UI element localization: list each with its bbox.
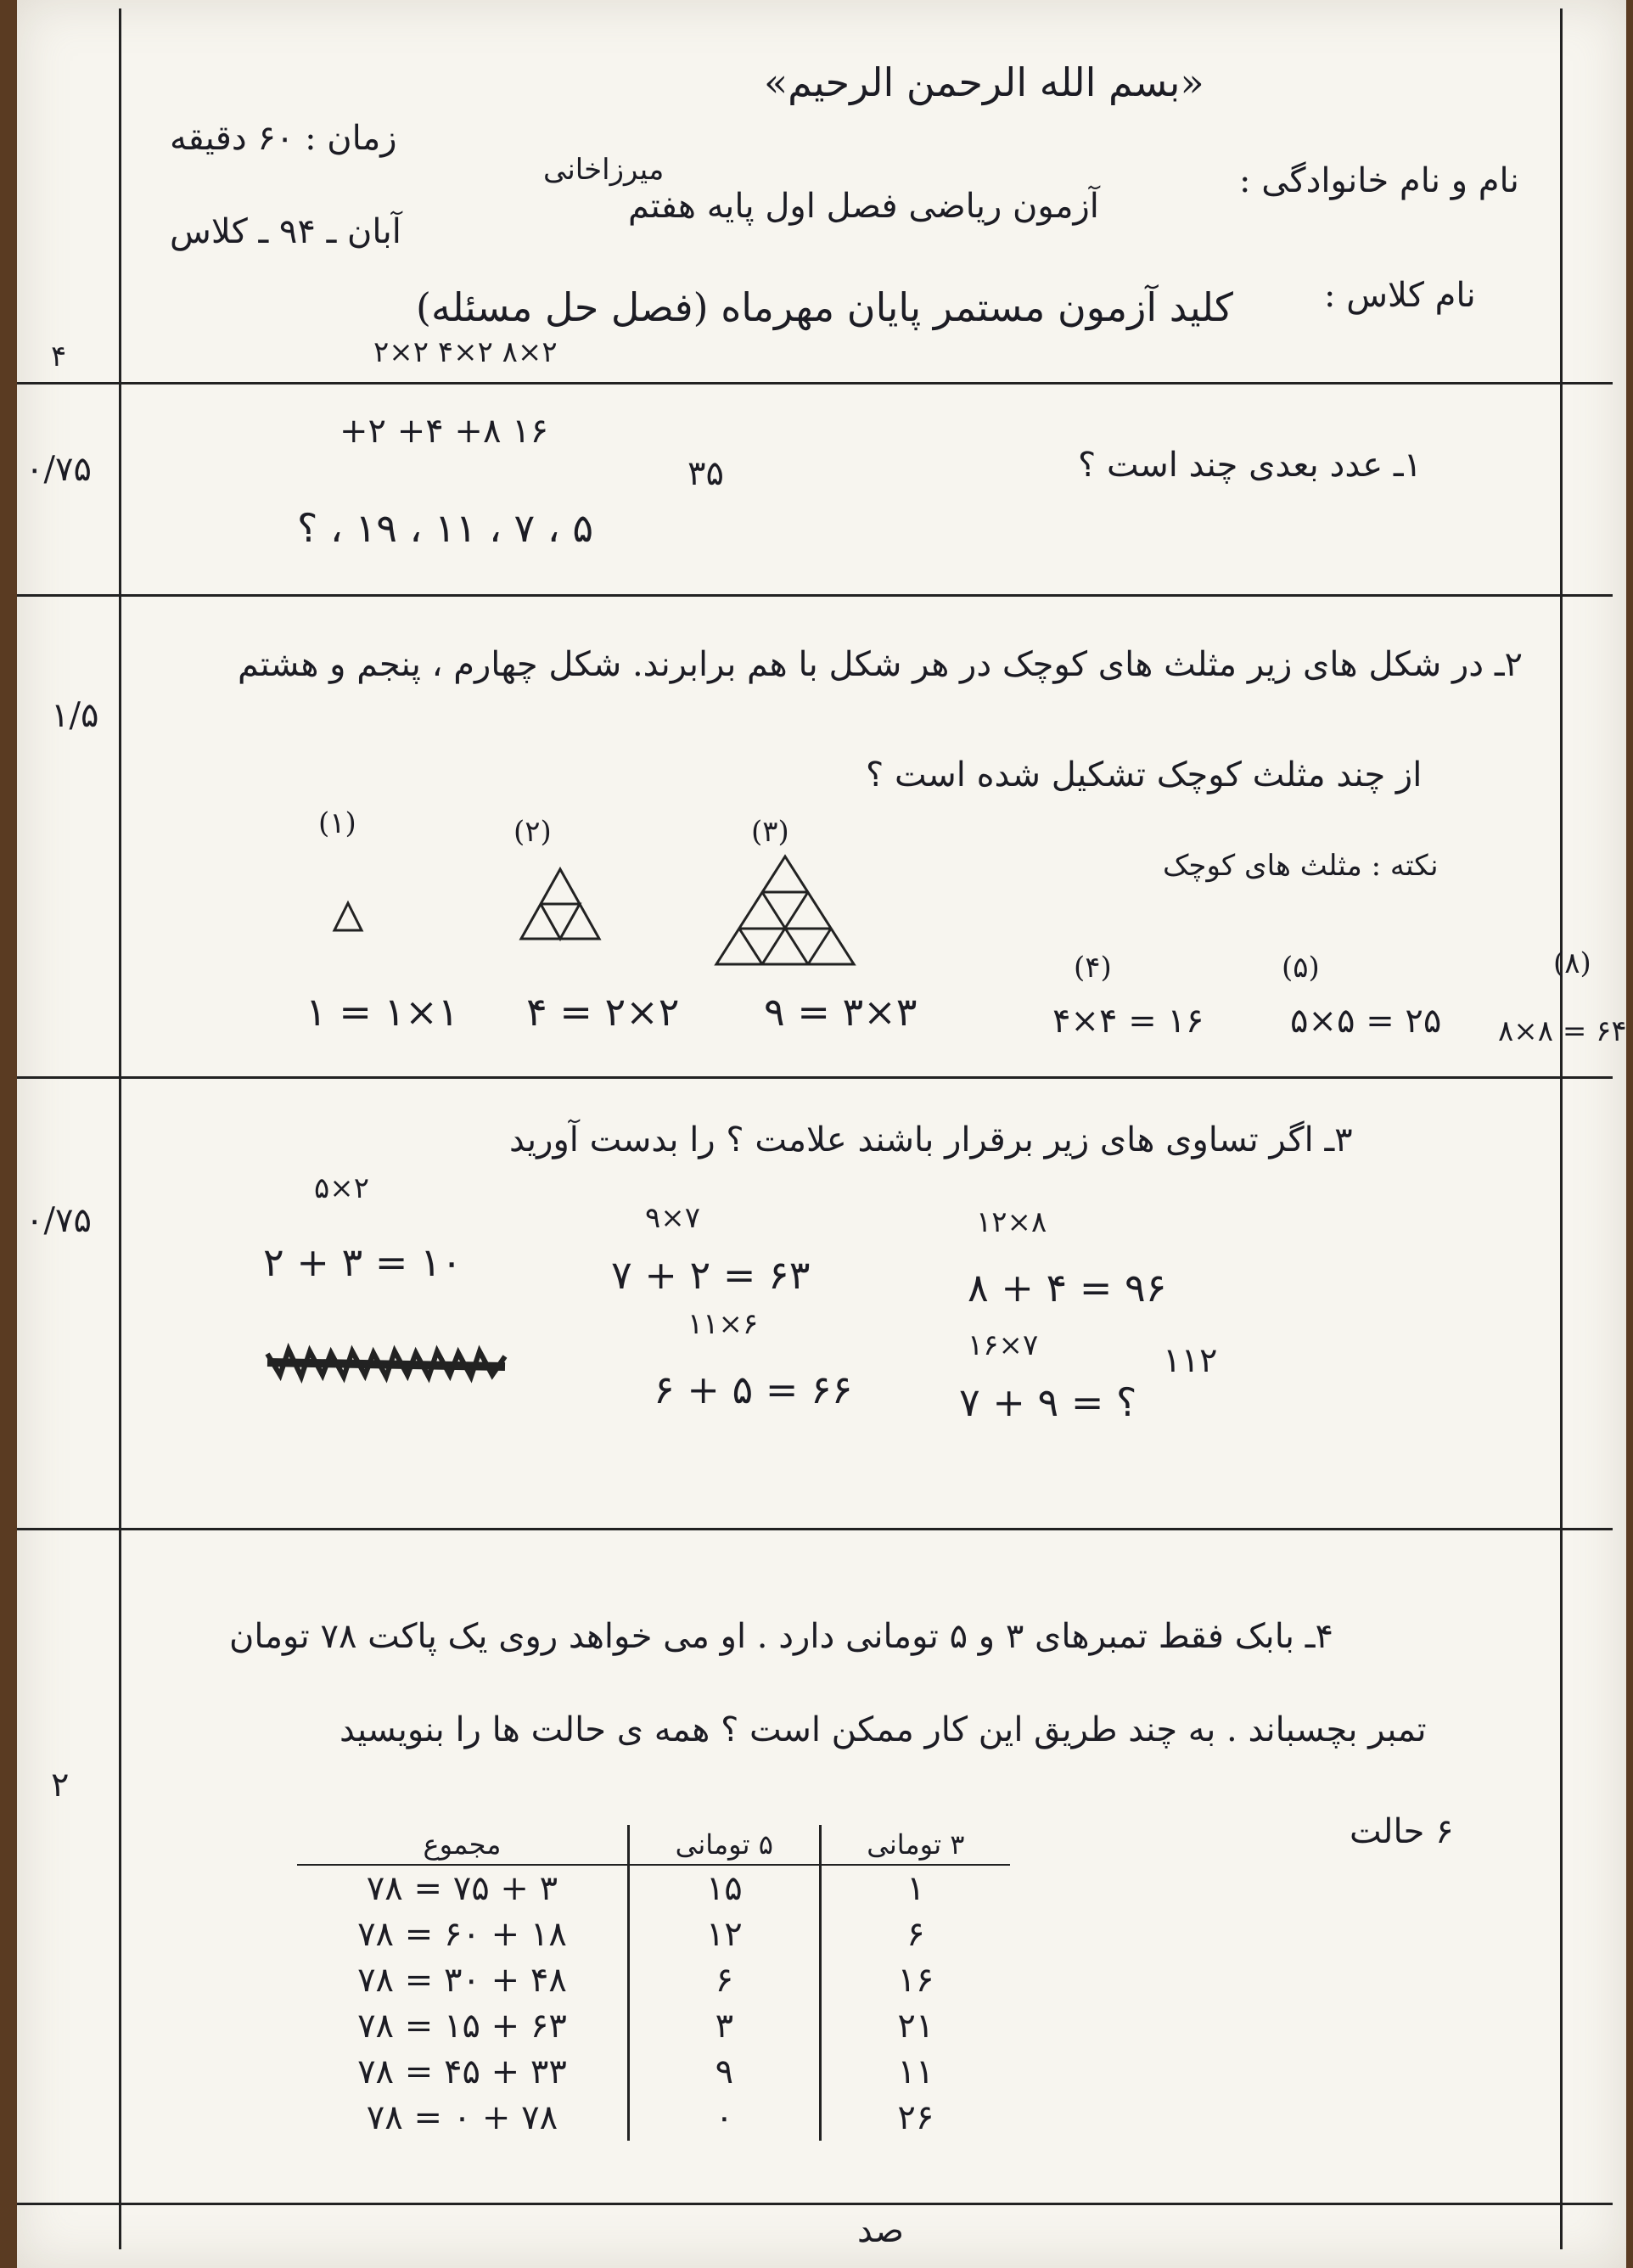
- q4-line1: ۴ـ بابک فقط تمبرهای ۳ و ۵ تومانی دارد . او می خواهد روی یک پاکت ۷۸ تومان: [229, 1617, 1333, 1656]
- table-row: [297, 2049, 1010, 2095]
- cell: ۱۵: [628, 1865, 820, 1912]
- q1-answer: ۳۵: [687, 454, 724, 493]
- col-header-5-toman: ۵ تومانی: [628, 1825, 820, 1865]
- shape-label-2: (۲): [513, 815, 552, 849]
- q4-line2: تمبر بچسباند . به چند طریق این کار ممکن است ؟ همه ی حالت ها را بنویسید: [340, 1710, 1427, 1749]
- exam-paper: [17, 0, 1626, 2268]
- bottom-divider: [17, 2203, 1613, 2205]
- q3-divider: [17, 1528, 1613, 1530]
- answer-key-title: کلید آزمون مستمر پایان مهرماه (فصل حل مسئله): [416, 284, 1233, 330]
- formula-1: ۱ = ۱×۱: [306, 989, 459, 1035]
- cell: ۶: [820, 1912, 1010, 1957]
- q3-expr-1: ۲ + ۳ = ۱۰: [263, 1239, 463, 1285]
- shape-label-5: (۵): [1282, 951, 1320, 985]
- col-header-3-toman: ۳ تومانی: [820, 1825, 1010, 1865]
- cell: ۷۸ + ۰ = ۷۸: [366, 2098, 558, 2137]
- q2-line2: از چند مثلث کوچک تشکیل شده است ؟: [866, 755, 1423, 794]
- table-row: [297, 1957, 1010, 2003]
- left-margin-line: [119, 8, 121, 2249]
- q3-question: ۳ـ اگر تساوی های زیر برقرار باشند علامت ؟ را بدست آورید: [509, 1120, 1353, 1159]
- table-row: [297, 2095, 1010, 2141]
- cell: ۳: [628, 2003, 820, 2049]
- cell: ۱: [820, 1865, 1010, 1912]
- q1-mults: ۲×۲ ۴×۲ ۸×۲: [373, 335, 558, 369]
- table-row: [297, 1912, 1010, 1957]
- formula-5: ۵×۵ = ۲۵: [1290, 1002, 1442, 1041]
- formula-2: ۴ = ۲×۲: [526, 989, 680, 1035]
- q2-note: نکته : مثلث های کوچک: [1163, 849, 1439, 883]
- q1-score: ۰/۷۵: [25, 450, 92, 489]
- cell: ۴۸ + ۳۰ = ۷۸: [357, 1961, 567, 2000]
- exam-date: آبان ـ ۹۴ ـ کلاس: [170, 212, 401, 251]
- right-margin-line: [1560, 8, 1563, 2249]
- class-label: نام کلاس :: [1324, 276, 1476, 315]
- q1-sequence: ۵ ، ۷ ، ۱۱ ، ۱۹ ، ؟: [297, 505, 594, 551]
- q3-note-3: ۱۲×۸: [976, 1205, 1047, 1239]
- table-header-row: [297, 1825, 1010, 1865]
- triangle-figure-1: [331, 900, 365, 934]
- q2-line1: ۲ـ در شکل های زیر مثلث های کوچک در هر شکل با هم برابرند. شکل چهارم ، پنجم و هشتم: [238, 645, 1524, 684]
- q2-score: ۱/۵: [51, 696, 99, 735]
- q1-diffs: +۲ +۴ +۸ ۱۶: [340, 412, 549, 451]
- cell: ۱۸ + ۶۰ = ۷۸: [357, 1915, 567, 1954]
- q3-expr-4: ۶ + ۵ = ۶۶: [654, 1367, 853, 1412]
- scribble-mark: [263, 1341, 509, 1384]
- table-row: [297, 1865, 1010, 1912]
- cell: ۳۳ + ۴۵ = ۷۸: [357, 2052, 567, 2091]
- q4-score: ۲: [51, 1766, 70, 1805]
- q3-note-5: ۱۶×۷: [968, 1328, 1039, 1362]
- q1-question: ۱ـ عدد بعدی چند است ؟: [1078, 446, 1423, 485]
- formula-8: ۸×۸ = ۶۴: [1498, 1014, 1627, 1048]
- shape-label-3: (۳): [751, 815, 789, 849]
- q3-note-2: ۹×۷: [645, 1201, 701, 1235]
- teacher-name: میرزاخانی: [543, 153, 665, 187]
- cell: ۱۱: [820, 2049, 1010, 2095]
- q3-expr-3: ۸ + ۴ = ۹۶: [968, 1265, 1167, 1311]
- exam-title: آزمون ریاضی فصل اول پایه هفتم: [628, 187, 1099, 226]
- shape-label-1: (۱): [318, 806, 356, 840]
- cell: ۲۱: [820, 2003, 1010, 2049]
- q3-note-1: ۵×۲: [314, 1171, 370, 1205]
- exam-duration: زمان : ۶۰ دقیقه: [170, 119, 397, 158]
- q4-result: ۶ حالت: [1350, 1812, 1454, 1851]
- formula-4: ۴×۴ = ۱۶: [1052, 1002, 1204, 1041]
- cell: ۹: [628, 2049, 820, 2095]
- col-header-sum: مجموع: [297, 1825, 628, 1865]
- cell: ۰: [628, 2095, 820, 2141]
- q1-divider: [17, 594, 1613, 597]
- footer-mark: صد: [857, 2211, 904, 2250]
- q1-margin-note: ۴: [51, 340, 67, 373]
- formula-3: ۹ = ۳×۳: [764, 989, 918, 1035]
- shape-label-8: (۸): [1553, 946, 1591, 980]
- table-row: [297, 2003, 1010, 2049]
- name-label: نام و نام خانوادگی :: [1239, 161, 1519, 200]
- bismillah: «بسم الله الرحمن الرحیم»: [764, 59, 1204, 105]
- header-divider: [17, 382, 1613, 385]
- cell: ۶۳ + ۱۵ = ۷۸: [357, 2007, 567, 2046]
- cell: ۱۶: [820, 1957, 1010, 2003]
- q3-answer: ۱۱۲: [1163, 1341, 1218, 1380]
- triangle-figure-2: [518, 866, 603, 942]
- cell: ۶: [628, 1957, 820, 2003]
- cell: ۲۶: [820, 2095, 1010, 2141]
- q3-expr-2: ۷ + ۲ = ۶۳: [611, 1252, 811, 1298]
- q3-expr-5: ۷ + ۹ = ؟: [959, 1379, 1137, 1425]
- q2-divider: [17, 1076, 1613, 1079]
- stamp-table: [297, 1825, 1010, 2141]
- cell: ۱۲: [628, 1912, 820, 1957]
- triangle-figure-3: [713, 853, 857, 968]
- q3-score: ۰/۷۵: [25, 1201, 92, 1240]
- q3-note-4: ۱۱×۶: [687, 1307, 759, 1341]
- cell: ۳ + ۷۵ = ۷۸: [366, 1869, 558, 1908]
- shape-label-4: (۴): [1074, 951, 1112, 985]
